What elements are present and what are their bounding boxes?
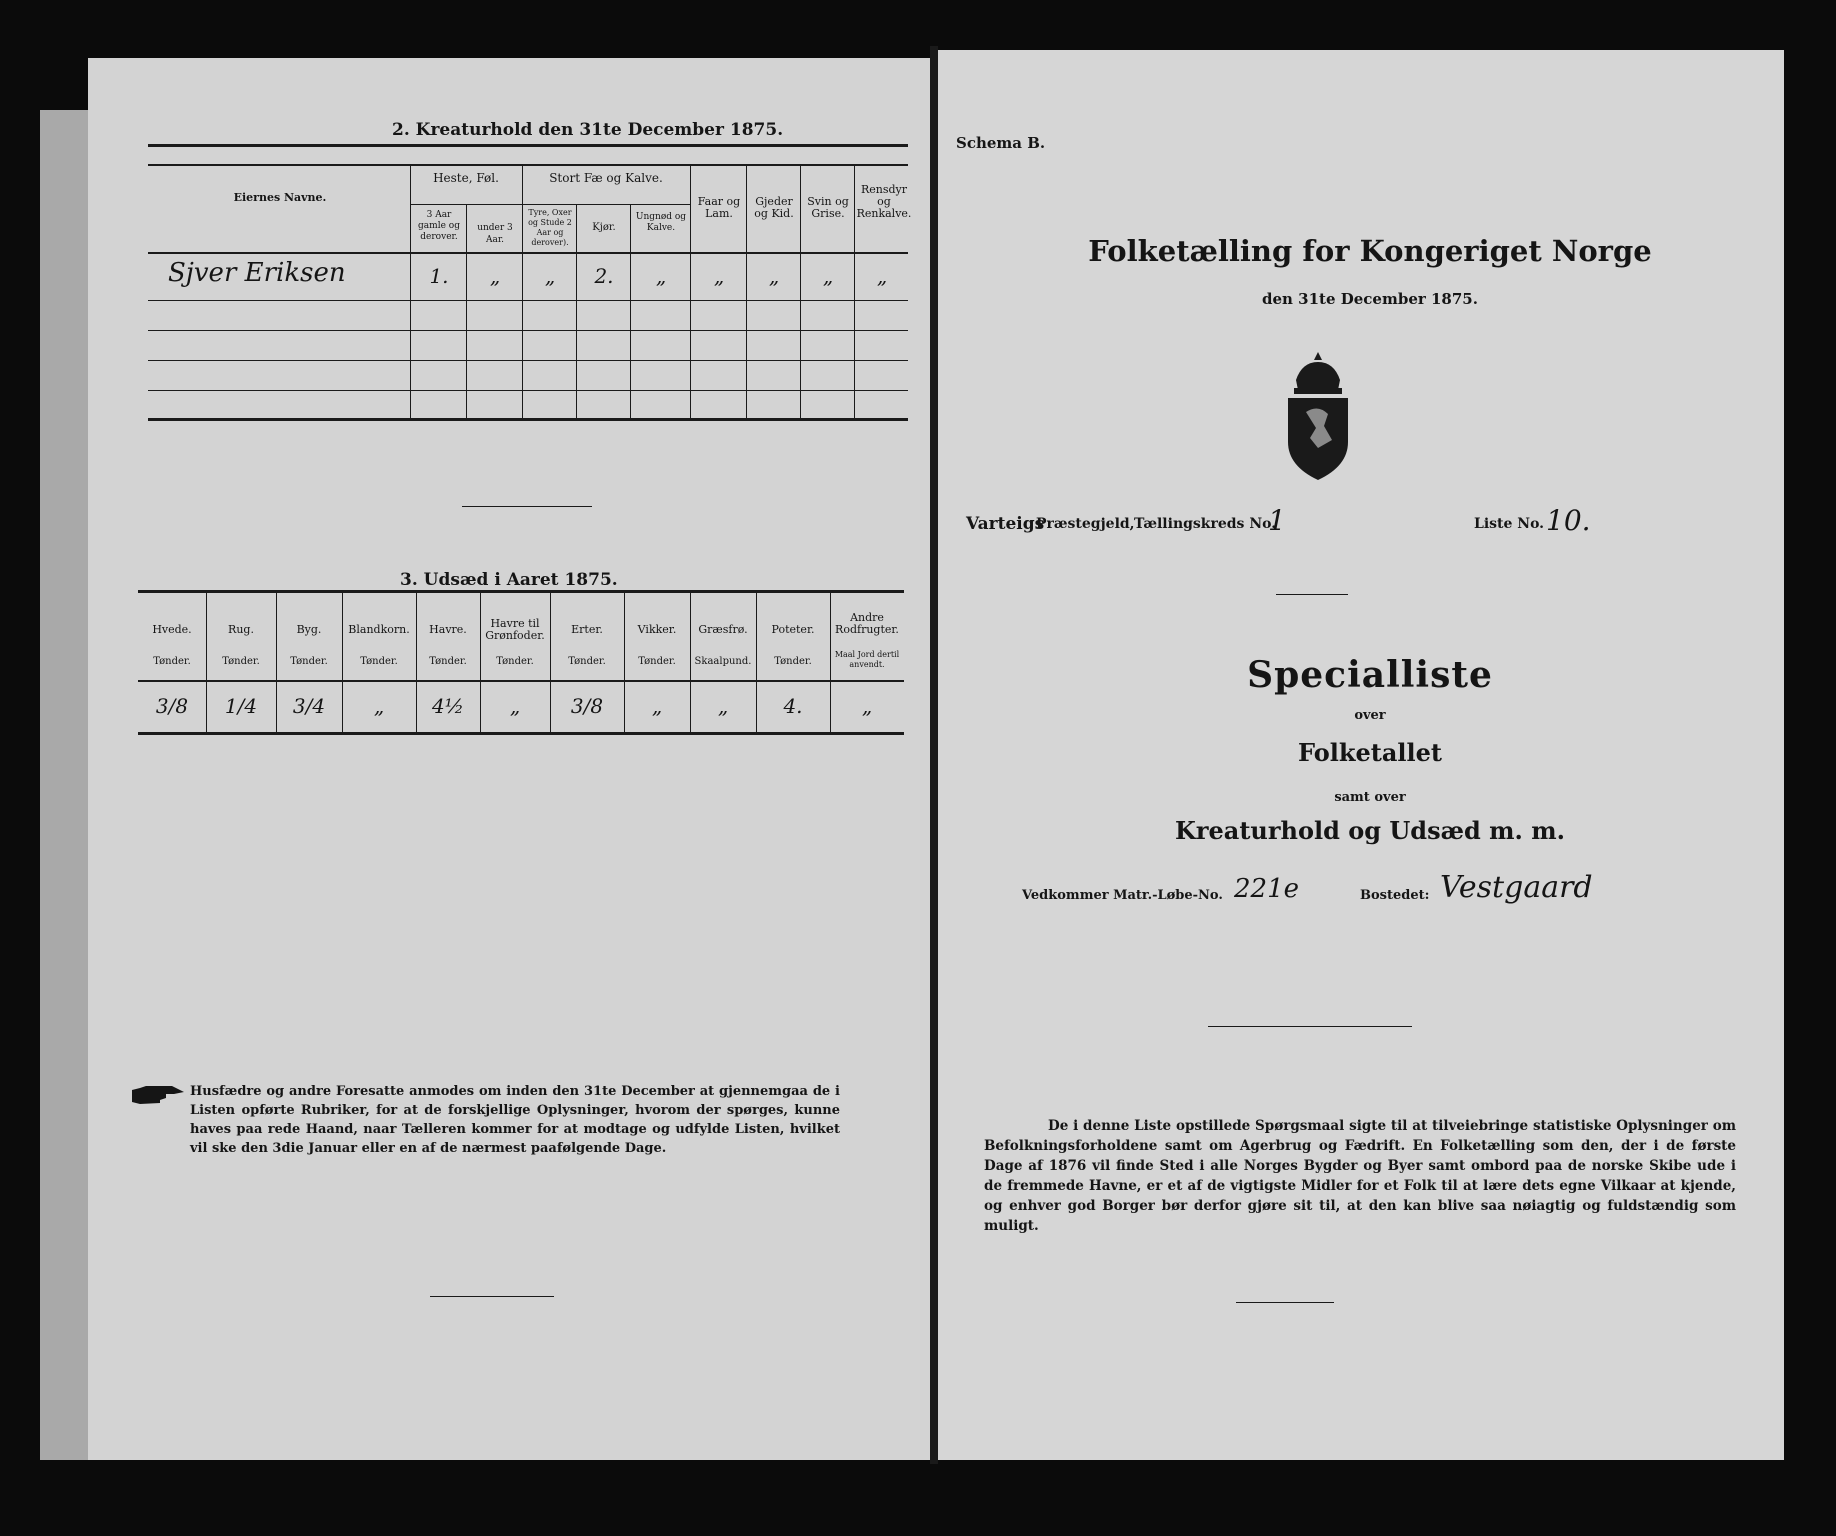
value-heste-under3: „ <box>489 264 501 288</box>
crop-unit: Tønder. <box>568 656 606 667</box>
crop-header-hvede: Hvede. <box>152 623 192 636</box>
divider <box>1276 594 1348 595</box>
matr-label: Vedkommer Matr.-Løbe-No. <box>1022 888 1223 903</box>
heste-under3-header: under 3 Aar. <box>477 223 513 245</box>
value-gjeder: „ <box>768 264 780 288</box>
kreds-value: 1 <box>1268 504 1286 537</box>
divider <box>462 506 592 507</box>
crop-value-rug: 1/4 <box>224 694 258 718</box>
heste-header: Heste, Føl. <box>433 171 499 185</box>
table2-body-rule <box>148 252 908 254</box>
crop-header-blandkorn: Blandkorn. <box>348 623 410 636</box>
crop-header-rug: Rug. <box>228 623 254 636</box>
bostedet-value: Vestgaard <box>1440 870 1593 905</box>
value-faar: „ <box>713 264 725 288</box>
storfae-header: Stort Fæ og Kalve. <box>549 171 663 185</box>
table2-top-rule <box>148 144 908 147</box>
liste-label: Liste No. <box>1474 516 1545 532</box>
crop-value-havre-gronfoder: „ <box>509 694 521 718</box>
crop-unit: Maal Jord dertil anvendt. <box>834 650 900 669</box>
crop-unit: Tønder. <box>290 656 328 667</box>
crop-value-graesfro: „ <box>717 694 729 718</box>
crop-unit: Tønder. <box>153 656 191 667</box>
kreds-label: Tællingskreds No. <box>1134 516 1277 532</box>
value-ungnod: „ <box>655 264 667 288</box>
table2-col-rule <box>522 164 523 418</box>
divider <box>1236 1302 1334 1303</box>
bostedet-label: Bostedet: <box>1360 888 1430 903</box>
kreaturhold-heading: Kreaturhold og Udsæd m. m. <box>1175 816 1565 845</box>
value-tyre: „ <box>544 264 556 288</box>
value-kjor: 2. <box>594 264 614 288</box>
table2-row-rule <box>148 300 908 301</box>
folketallet-heading: Folketallet <box>1298 738 1442 767</box>
table2-col-rule <box>466 204 467 418</box>
kjor-header: Kjør. <box>592 222 616 233</box>
table2-row-rule <box>148 360 908 361</box>
crop-unit: Tønder. <box>222 656 260 667</box>
crop-header-havre: Havre. <box>429 623 467 636</box>
prestegjeld-label: Præstegjeld, <box>1036 516 1135 532</box>
page-gutter <box>930 46 938 1464</box>
table2-bottom-rule <box>148 418 908 421</box>
samt-over-text: samt over <box>1334 790 1406 805</box>
explanation-text: De i denne Liste opstillede Spørgsmaal sigte til at tilveiebringe statistiske Oplysninger om Befolkningsforholdene samt om Agerbrug og Fædrift. En Folketælling som den, der i de første Dage af 1876 vil finde Sted i alle Norges Bygder og Byer samt ombord paa de norske Skibe ude i de fremmede Havne, er et af de vigtigste Midler for et Folk til at lære dets egne Vilkaar at kjende, og enhver god Borger bør derfor gjøre sit til, at den kan blive saa nøiagtig og fuldstændig som muligt. <box>984 1118 1736 1234</box>
crop-unit: Tønder. <box>638 656 676 667</box>
crop-value-hvede: 3/8 <box>155 694 189 718</box>
crop-unit: Tønder. <box>429 656 467 667</box>
matr-value: 221e <box>1234 874 1300 904</box>
value-svin: „ <box>822 264 834 288</box>
table2-row-rule <box>148 330 908 331</box>
table3-bottom-rule <box>138 732 904 735</box>
prestegjeld-name: Varteigs <box>966 514 1045 534</box>
crop-value-poteter: 4. <box>783 694 803 718</box>
binding-strip <box>40 110 92 1460</box>
crop-value-vikker: „ <box>651 694 663 718</box>
crop-header-erter: Erter. <box>571 623 603 636</box>
svin-header: Svin og Grise. <box>807 195 849 220</box>
faar-header: Faar og Lam. <box>697 195 741 220</box>
table2-col-rule <box>410 164 411 418</box>
pointing-hand-icon <box>130 1084 186 1106</box>
crop-value-erter: 3/8 <box>570 694 604 718</box>
table2-subheader-rule <box>410 204 690 205</box>
divider <box>430 1296 554 1297</box>
table2-row-rule <box>148 390 908 391</box>
census-date: den 31te December 1875. <box>1262 290 1478 308</box>
crop-header-havre-gronfoder: Havre til Grønfoder. <box>485 617 545 642</box>
table2-header-rule <box>148 164 908 166</box>
ungnod-header: Ungnød og Kalve. <box>635 212 687 233</box>
crop-unit: Tønder. <box>496 656 534 667</box>
value-rensdyr: „ <box>876 264 888 288</box>
crop-header-andre: Andre Rodfrugter. <box>835 611 899 636</box>
heste-3aar-header: 3 Aar gamle og derover. <box>418 210 460 242</box>
footnote-text: Husfædre og andre Foresatte anmodes om inden den 31te December at gjennemgaa de i Listen opførte Rubriker, for at de forskjellige Oplysninger, hvorom der spørges, kunne haves paa rede Haand, naar Tælleren kommer for at modtage og udfylde Listen, hvilket vil ske den 3die Januar eller en af de nærmest paafølgende Dage. <box>190 1084 840 1156</box>
crop-header-poteter: Poteter. <box>771 623 815 636</box>
rensdyr-header: Rensdyr og Renkalve. <box>856 183 912 220</box>
crop-value-byg: 3/4 <box>292 694 326 718</box>
table2-col-rule <box>690 164 691 418</box>
crop-value-blandkorn: „ <box>373 694 385 718</box>
crop-header-byg: Byg. <box>296 623 322 636</box>
tyre-header: Tyre, Oxer og Stude 2 Aar og derover). <box>528 208 572 247</box>
over-text: over <box>1354 708 1386 723</box>
schema-label: Schema B. <box>956 134 1046 152</box>
specialliste-heading: Specialliste <box>1247 654 1493 696</box>
section2-title: 2. Kreaturhold den 31te December 1875. <box>392 120 784 140</box>
crop-value-havre: 4½ <box>431 694 465 718</box>
crop-value-andre: „ <box>861 694 873 718</box>
crop-header-graesfro: Græsfrø. <box>698 623 748 636</box>
crop-unit: Skaalpund. <box>694 656 752 667</box>
owner-name-header: Eiernes Navne. <box>233 191 327 204</box>
liste-value: 10. <box>1546 504 1591 537</box>
table3-top-rule <box>138 590 904 593</box>
crop-unit: Tønder. <box>360 656 398 667</box>
divider <box>1208 1026 1412 1027</box>
section3-title: 3. Udsæd i Aaret 1875. <box>400 570 618 590</box>
crop-header-vikker: Vikker. <box>637 623 677 636</box>
table2-col-rule <box>630 204 631 418</box>
value-heste-3aar: 1. <box>429 264 449 288</box>
norwegian-coat-of-arms-icon <box>1278 350 1358 482</box>
table3-header-rule <box>138 680 904 682</box>
gjeder-header: Gjeder og Kid. <box>754 195 794 220</box>
owner-name-entry: Sjver Eriksen <box>168 258 346 288</box>
crop-unit: Tønder. <box>774 656 812 667</box>
census-title: Folketælling for Kongeriget Norge <box>1088 234 1652 268</box>
